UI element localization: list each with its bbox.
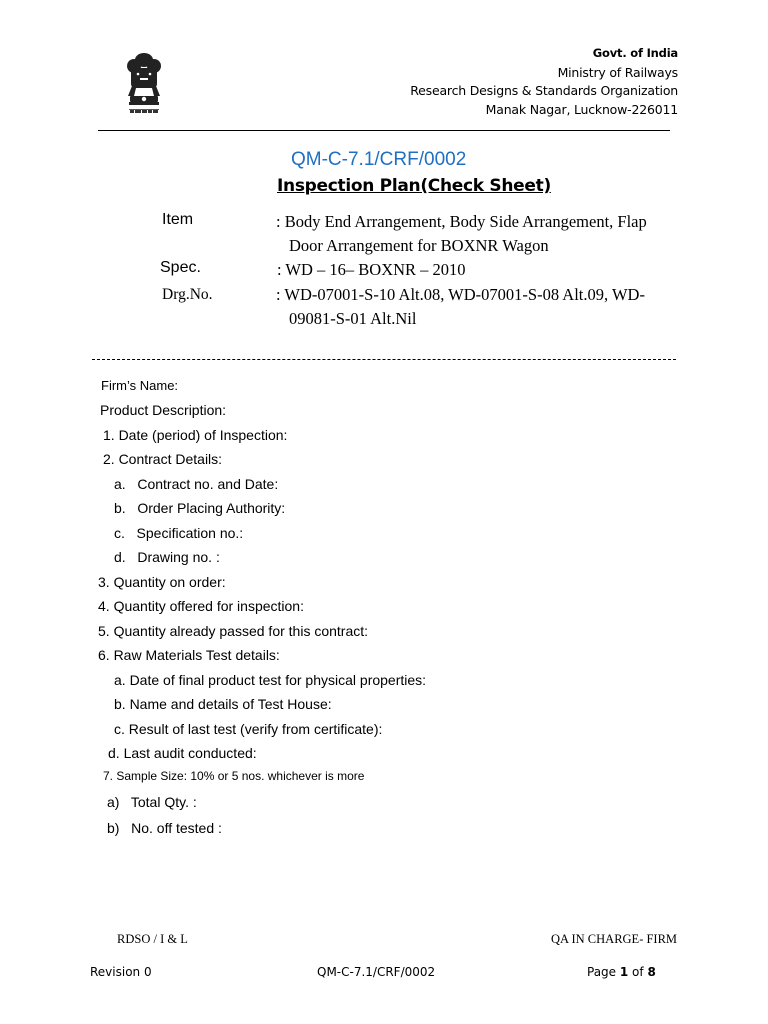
raw-materials-label: 6. Raw Materials Test details: bbox=[98, 647, 280, 663]
page-prefix: Page bbox=[587, 965, 620, 979]
header-organization: Research Designs & Standards Organization bbox=[410, 83, 678, 98]
contract-no-date-label: a. Contract no. and Date: bbox=[114, 476, 279, 492]
drg-label: Drg.No. bbox=[162, 286, 213, 303]
signature-qa-firm: QA IN CHARGE- FIRM bbox=[551, 932, 678, 946]
signature-rdso: RDSO / I & L bbox=[117, 932, 188, 946]
footer-doc-code: QM-C-7.1/CRF/0002 bbox=[317, 965, 436, 979]
footer-revision: Revision 0 bbox=[90, 965, 152, 979]
specification-no-label: c. Specification no.: bbox=[114, 525, 244, 541]
quantity-passed-label: 5. Quantity already passed for this contract: bbox=[98, 623, 369, 639]
item-value-line1: : Body End Arrangement, Body Side Arrangement, Flap bbox=[276, 212, 647, 231]
test-house-label: b. Name and details of Test House: bbox=[114, 696, 332, 712]
drg-value-line1: : WD-07001-S-10 Alt.08, WD-07001-S-08 Alt.09, WD- bbox=[276, 285, 645, 304]
header-ministry: Ministry of Railways bbox=[557, 65, 678, 80]
product-description-label: Product Description: bbox=[100, 402, 227, 418]
govt-emblem-logo bbox=[122, 50, 166, 122]
document-code: QM-C-7.1/CRF/0002 bbox=[291, 149, 467, 170]
spec-label: Spec. bbox=[160, 259, 201, 276]
order-placing-authority-label: b. Order Placing Authority: bbox=[114, 500, 286, 516]
drawing-no-label: d. Drawing no. : bbox=[114, 549, 220, 565]
item-label: Item bbox=[162, 211, 194, 228]
final-product-test-date-label: a. Date of final product test for physical properties: bbox=[114, 672, 427, 688]
drg-value-line2: 09081-S-01 Alt.Nil bbox=[289, 309, 417, 328]
last-audit-label: d. Last audit conducted: bbox=[108, 745, 257, 761]
sample-size-label: 7. Sample Size: 10% or 5 nos. whichever is more bbox=[103, 769, 365, 783]
spec-value: : WD – 16– BOXNR – 2010 bbox=[277, 260, 466, 279]
quantity-on-order-label: 3. Quantity on order: bbox=[98, 574, 226, 590]
footer-page-number bbox=[587, 965, 656, 979]
page-total: 8 bbox=[647, 965, 656, 979]
document-title: Inspection Plan(Check Sheet) bbox=[277, 176, 551, 196]
item-value-line2: Door Arrangement for BOXNR Wagon bbox=[289, 236, 549, 255]
page-current: 1 bbox=[619, 965, 629, 979]
last-test-result-label: c. Result of last test (verify from certificate): bbox=[114, 721, 383, 737]
header-address: Manak Nagar, Lucknow-226011 bbox=[485, 102, 678, 117]
header-divider bbox=[98, 130, 670, 131]
date-of-inspection-label: 1. Date (period) of Inspection: bbox=[103, 427, 288, 443]
section-divider bbox=[92, 359, 676, 360]
no-tested-label: b) No. off tested : bbox=[107, 820, 222, 836]
firm-name-label: Firm’s Name: bbox=[101, 378, 179, 393]
header-govt: Govt. of India bbox=[592, 46, 678, 60]
contract-details-label: 2. Contract Details: bbox=[103, 451, 223, 467]
page-of: of bbox=[628, 965, 648, 979]
quantity-offered-label: 4. Quantity offered for inspection: bbox=[98, 598, 304, 614]
total-qty-label: a) Total Qty. : bbox=[107, 794, 197, 810]
